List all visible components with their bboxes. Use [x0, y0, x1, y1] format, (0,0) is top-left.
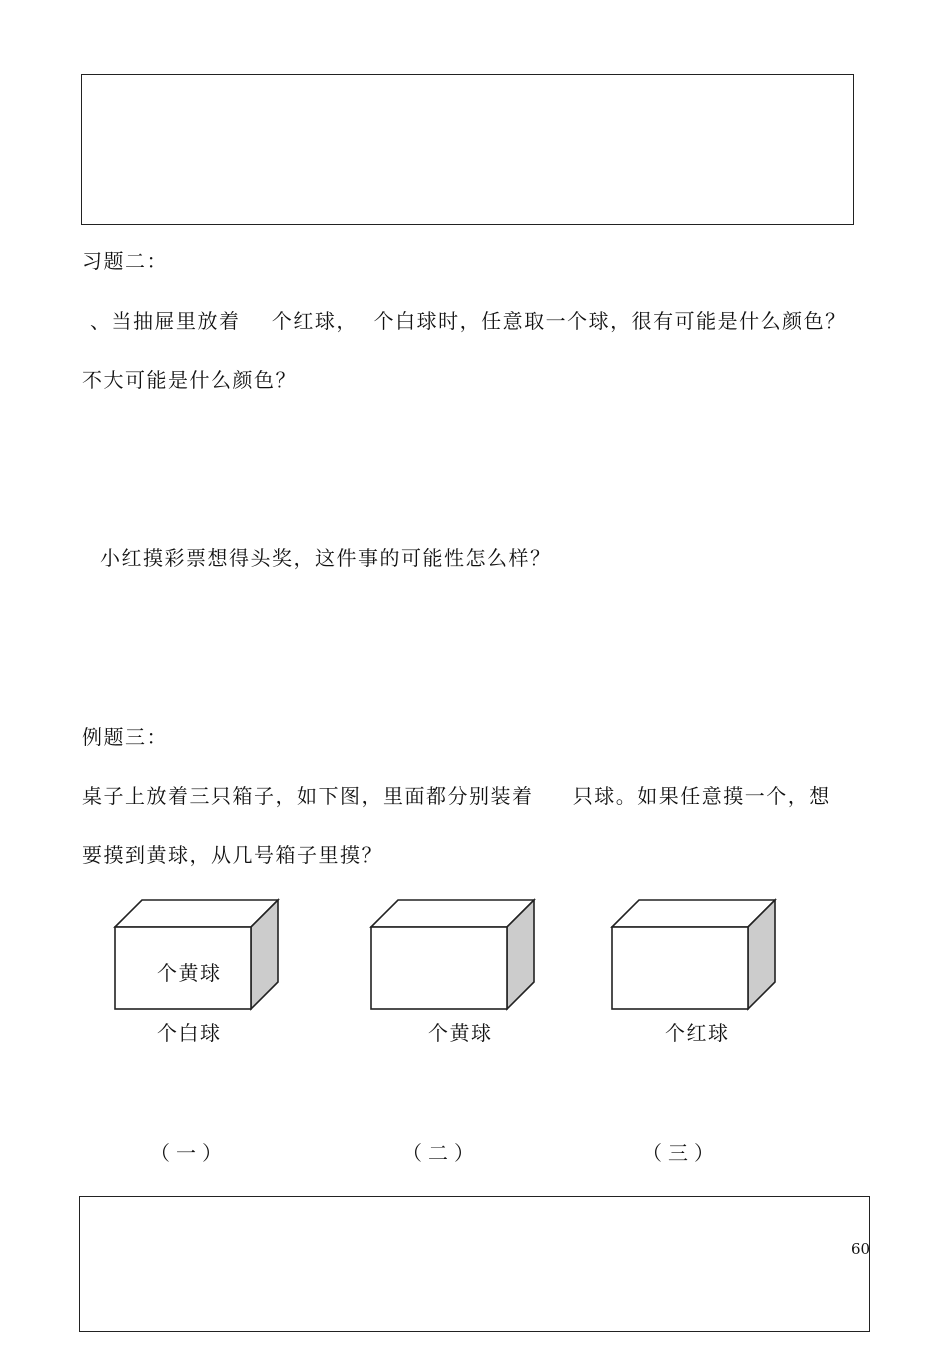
box-one-inner-label: 个黄球	[157, 961, 222, 985]
box-three-below-label: 个红球	[665, 1021, 730, 1045]
box-two-below-label: 个黄球	[428, 1021, 493, 1045]
box-one-caption: （一）	[150, 1141, 228, 1165]
page-number: 60	[851, 1240, 871, 1258]
box-one-shape	[115, 900, 278, 1009]
box-one-below-label: 个白球	[157, 1021, 222, 1045]
box-two-shape	[371, 900, 534, 1009]
box-two-caption: （二）	[402, 1141, 480, 1165]
exercise2-question2: 小红摸彩票想得头奖，这件事的可能性怎么样？	[100, 546, 552, 570]
bottom-answer-box	[79, 1196, 870, 1332]
exercise2-question1-line1: 、当抽屉里放着 个红球， 个白球时，任意取一个球，很有可能是什么颜色？	[90, 309, 847, 333]
example3-heading: 例题三：	[82, 725, 168, 749]
exercise2-heading: 习题二：	[82, 249, 168, 273]
exercise2-question1-line2: 不大可能是什么颜色？	[82, 368, 297, 392]
box-three-caption: （三）	[642, 1141, 720, 1165]
example3-line1: 桌子上放着三只箱子，如下图，里面都分别装着 只球。如果任意摸一个，想	[82, 784, 831, 808]
example3-line2: 要摸到黄球，从几号箱子里摸？	[82, 843, 383, 867]
box-three-shape	[612, 900, 775, 1009]
